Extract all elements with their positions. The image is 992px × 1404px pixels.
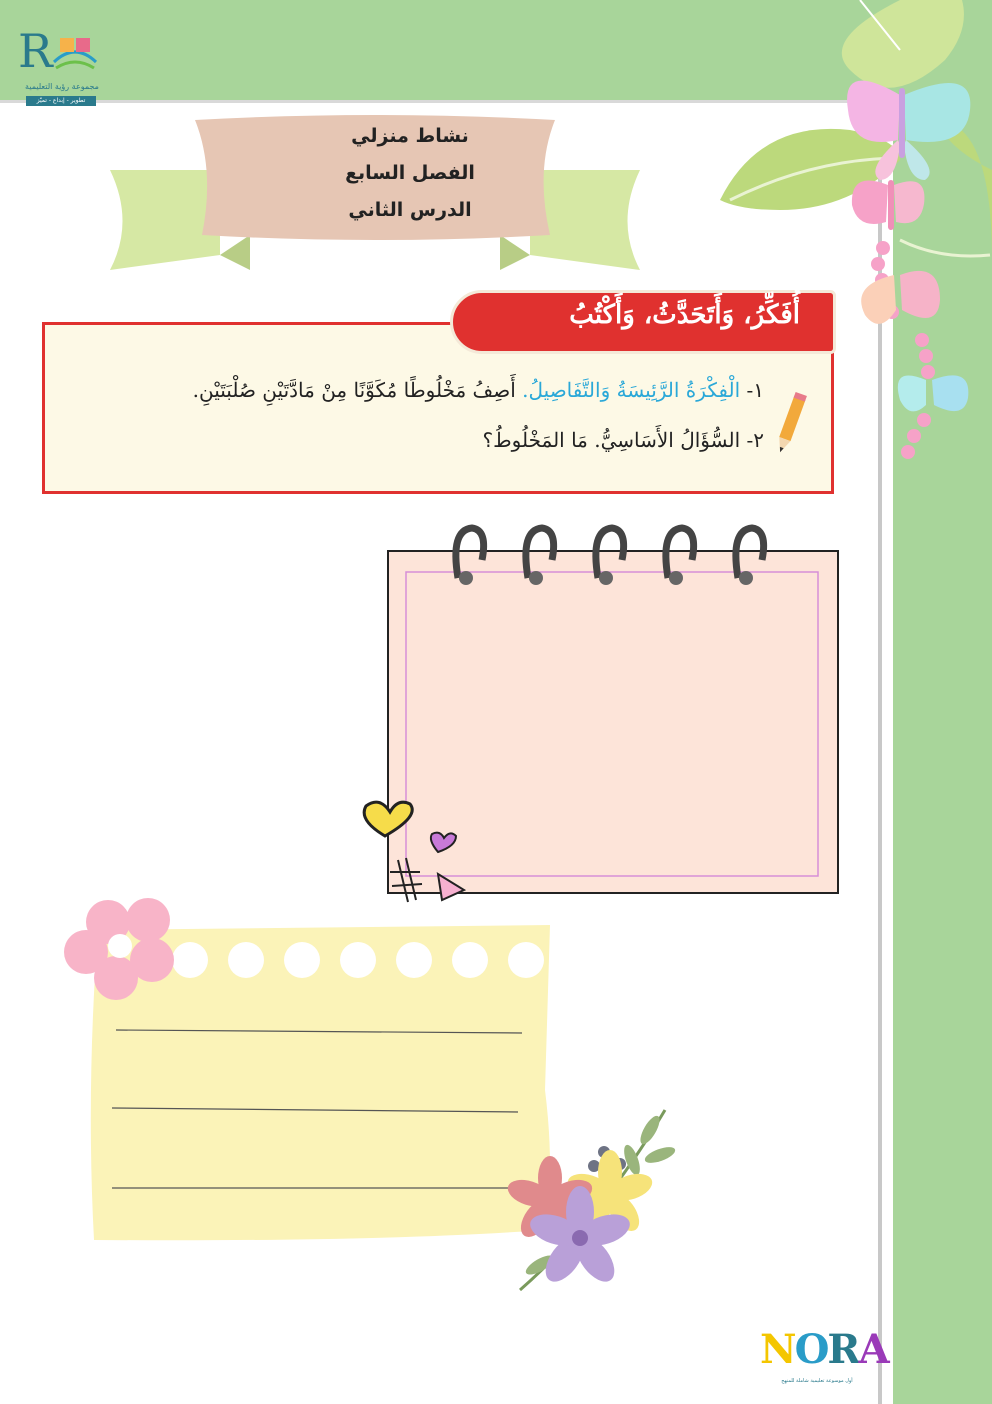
task-item-1-label: الْفِكْرَةُ الرَّئِيسَةُ وَالتَّفَاصِيلُ. [522,378,741,402]
banner-line-chapter: الفصل السابع [345,162,475,184]
banner-title-block [200,118,620,229]
task-item-1 [193,378,764,402]
butterfly-teal-icon [898,375,969,411]
top-leaf-icon [842,0,964,88]
brand-logo [760,1326,888,1390]
spiral-notebook [350,520,850,910]
butterfly-small-icon [852,180,925,230]
butterfly-peach-icon [861,271,940,324]
pencil-icon [772,390,808,460]
task-title: أُفَكِّرُ، وَأَتَحَدَّثُ، وَأَكْتُبُ [569,300,800,330]
logo-subtagline: تطوير - إبداع - تميّز [26,96,96,106]
brand-caption: أول موسوعة تعليمية شاملة للمنهج [781,1378,853,1384]
logo-tagline: مجموعة رؤية التعليمية [25,82,99,91]
logo-book-icon [50,32,100,74]
task-item-1-number: ١- [746,378,764,402]
lined-note-card [60,890,560,1250]
brand-wordmark: NORA [760,1326,888,1373]
task-item-2 [483,428,764,452]
banner-line-home-activity: نشاط منزلي [351,125,469,147]
publisher-logo [16,26,102,106]
flower-bouquet [500,1100,700,1300]
task-item-2-number: ٢- [746,428,764,452]
banner-line-lesson: الدرس الثاني [348,199,472,221]
task-item-2-text: السُّؤَالُ الأَسَاسِيُّ. مَا المَخْلُوطُ؟ [482,428,741,452]
logo-letter: R [18,24,53,78]
task-item-1-text: أَصِفُ مَخْلُوطًا مُكَوَّنًا مِنْ مَادَّتَيْنِ صُلْبَتَيْنِ. [192,378,516,402]
